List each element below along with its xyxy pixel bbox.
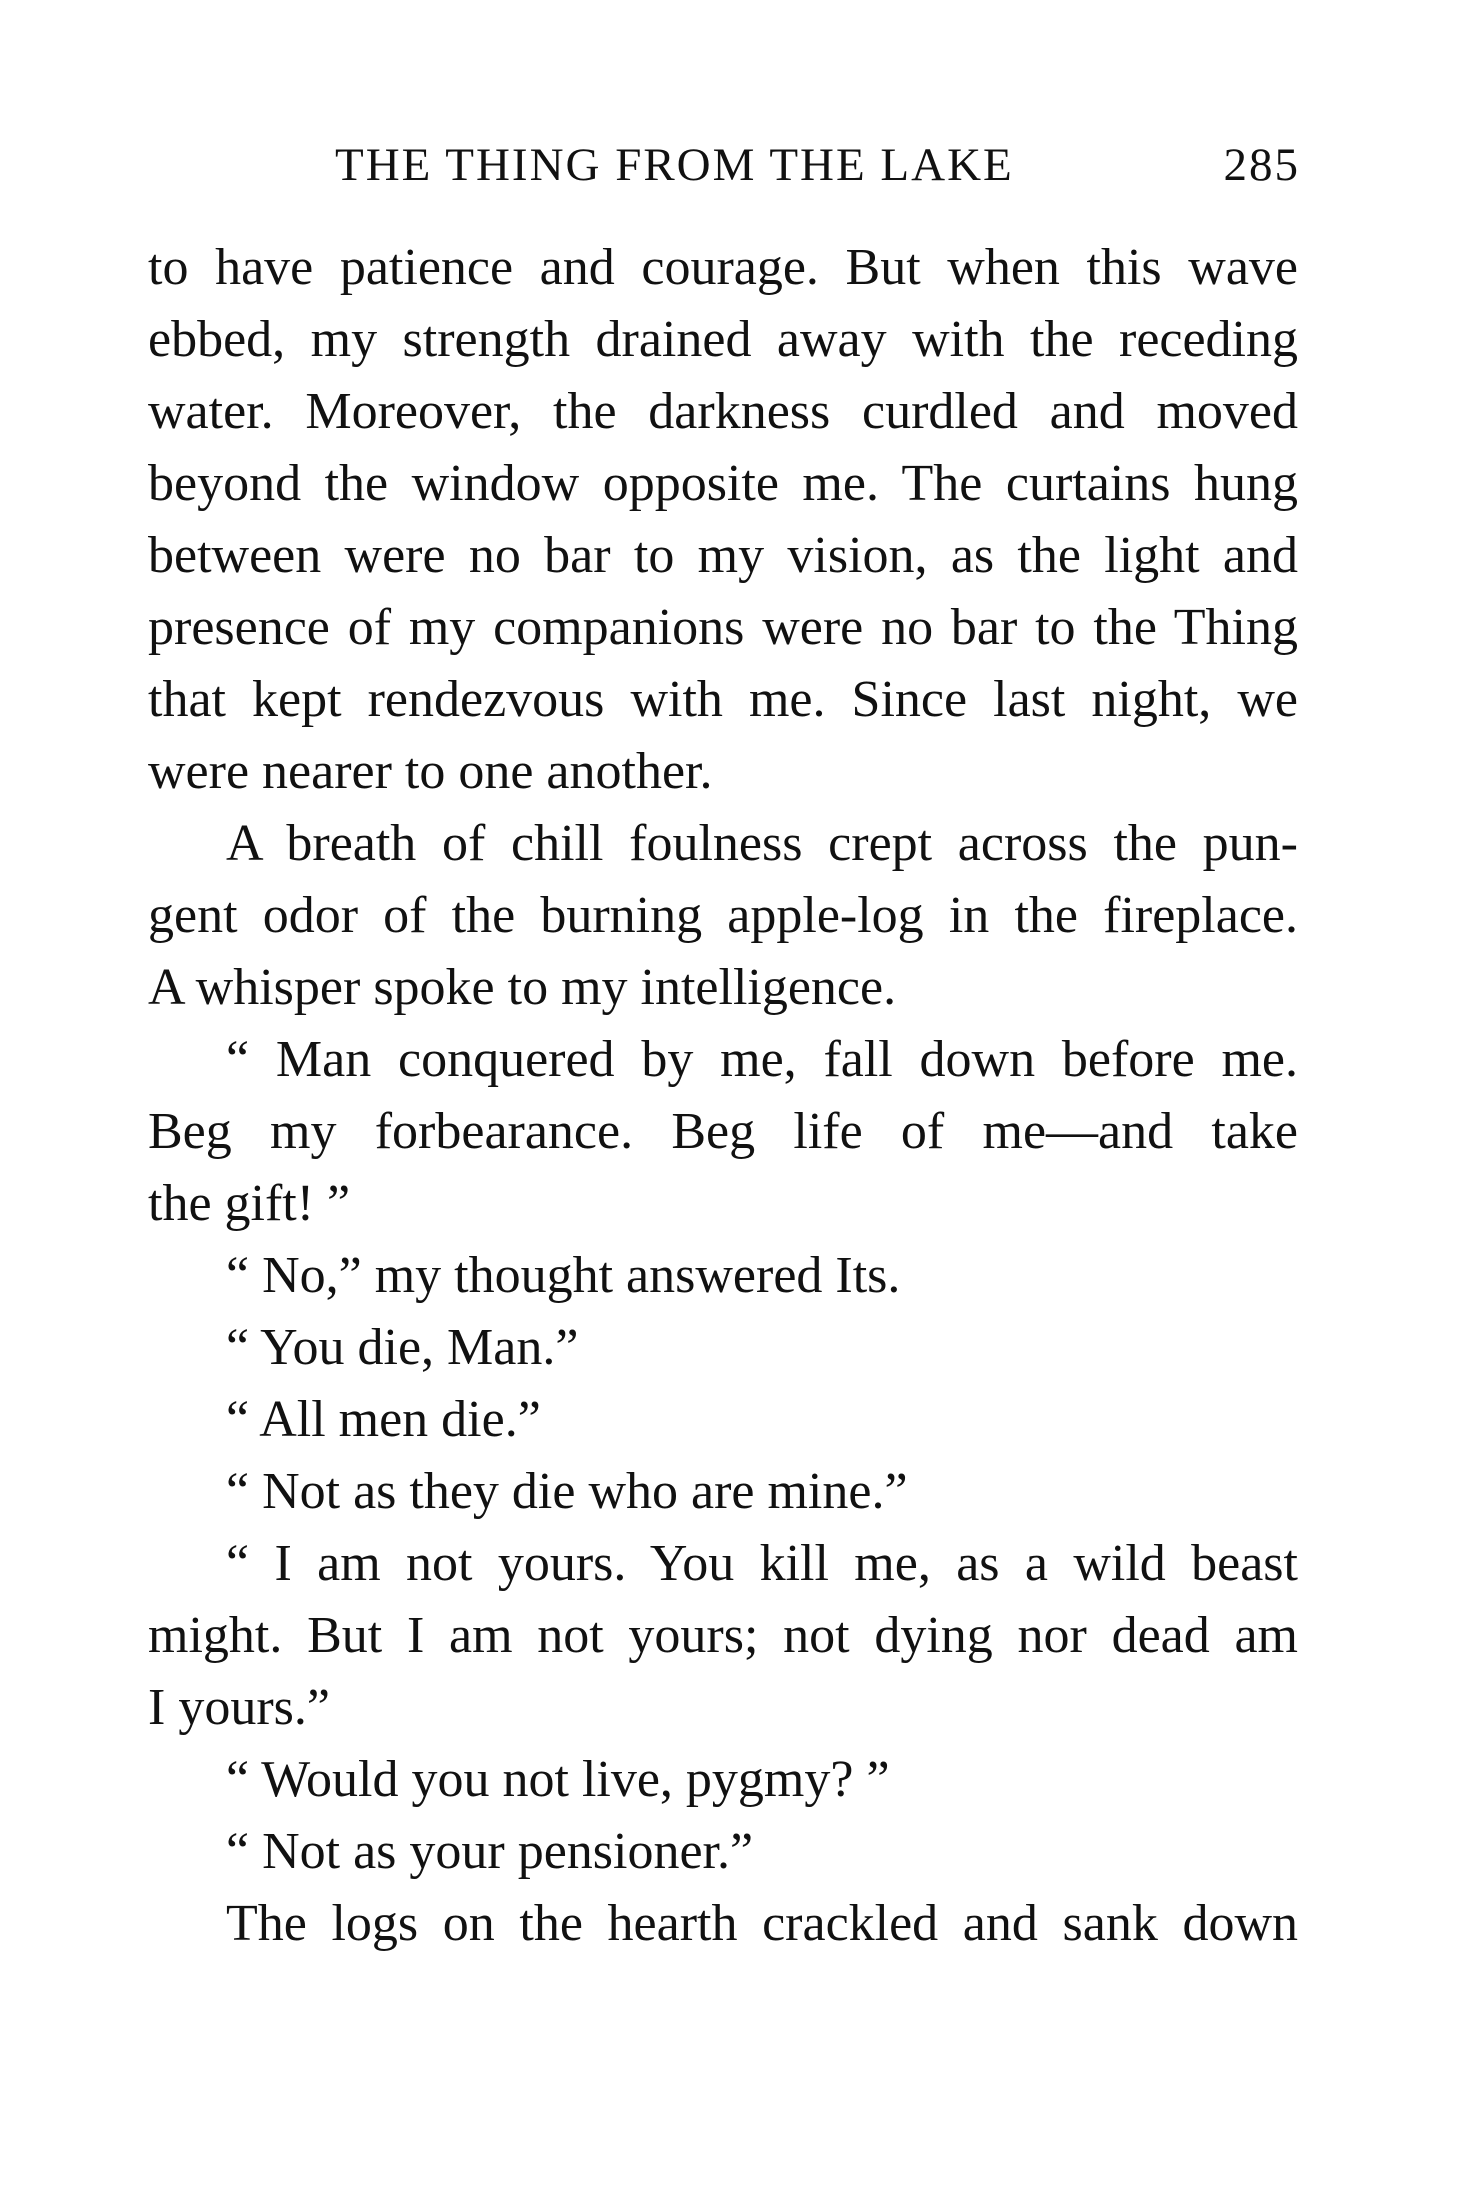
text-line: presence of my companions were no bar to the Thing [148, 599, 1298, 656]
text-line: A whisper spoke to my intelligence. [148, 959, 897, 1016]
text-line: “ I am not yours. You kill me, as a wild beast [226, 1535, 1298, 1592]
text-line: The logs on the hearth crackled and sank down [226, 1895, 1298, 1952]
text-line: A breath of chill foulness crept across the pun- [226, 815, 1298, 872]
text-line: the gift! ” [148, 1175, 351, 1232]
text-line: “ No,” my thought answered Its. [226, 1247, 901, 1304]
text-line: beyond the window opposite me. The curtains hung [148, 455, 1298, 512]
text-line: “ Not as your pensioner.” [226, 1823, 754, 1880]
running-head [150, 138, 1300, 198]
text-line: water. Moreover, the darkness curdled and moved [148, 383, 1298, 440]
text-line: might. But I am not yours; not dying nor dead am [148, 1607, 1298, 1664]
running-title: THE THING FROM THE LAKE [335, 139, 1014, 191]
text-line: “ Would you not live, pygmy? ” [226, 1751, 890, 1808]
text-line: “ Man conquered by me, fall down before me. [226, 1031, 1298, 1088]
text-line: ebbed, my strength drained away with the receding [148, 311, 1298, 368]
text-line: Beg my forbearance. Beg life of me—and take [148, 1103, 1298, 1160]
text-line: “ Not as they die who are mine.” [226, 1463, 908, 1520]
text-line: “ You die, Man.” [226, 1319, 579, 1376]
text-line: that kept rendezvous with me. Since last night, we [148, 671, 1298, 728]
text-line: were nearer to one another. [148, 743, 713, 800]
text-line: I yours.” [148, 1679, 330, 1736]
page-number: 285 [1223, 139, 1300, 191]
text-line: “ All men die.” [226, 1391, 541, 1448]
text-line: between were no bar to my vision, as the light and [148, 527, 1298, 584]
text-line: to have patience and courage. But when this wave [148, 239, 1298, 296]
text-line: gent odor of the burning apple-log in the fireplace. [148, 887, 1298, 944]
